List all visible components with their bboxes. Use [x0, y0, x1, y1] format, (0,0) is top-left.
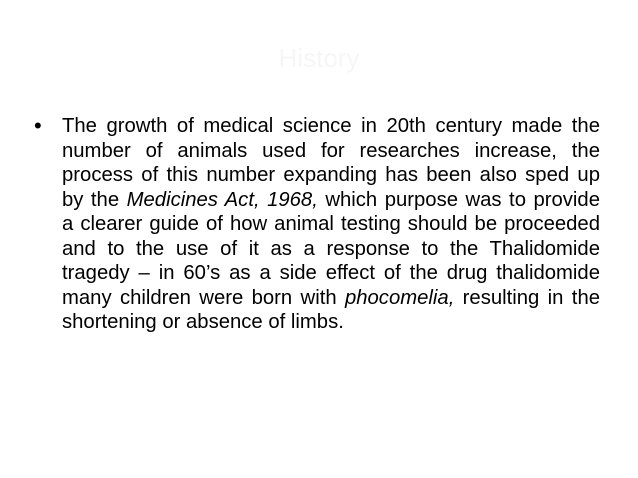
- bullet-text: [62, 114, 600, 335]
- slide-content: [34, 114, 600, 335]
- bullet-text-part-2: which purpose was to provide a clearer guide of how animal testing should be proceeded and to the use of it as a response to the Thalidomide tragedy – in 60’s as a side effect of the drug thalidomide many children were born with: [62, 188, 600, 309]
- slide-title: History: [278, 43, 360, 73]
- bullet-text-part-1: The growth of medical science in 20th century made the number of animals used for researches increase, the process of this number expanding has been also sped up by the: [62, 115, 600, 211]
- bullet-marker: •: [34, 113, 42, 138]
- bullet-text-part-3: resulting in the shortening or absence of limbs.: [62, 286, 600, 333]
- phocomelia-emphasis: phocomelia,: [344, 286, 455, 309]
- medicines-act-emphasis: Medicines Act, 1968,: [126, 188, 318, 211]
- bullet-item: [34, 114, 600, 335]
